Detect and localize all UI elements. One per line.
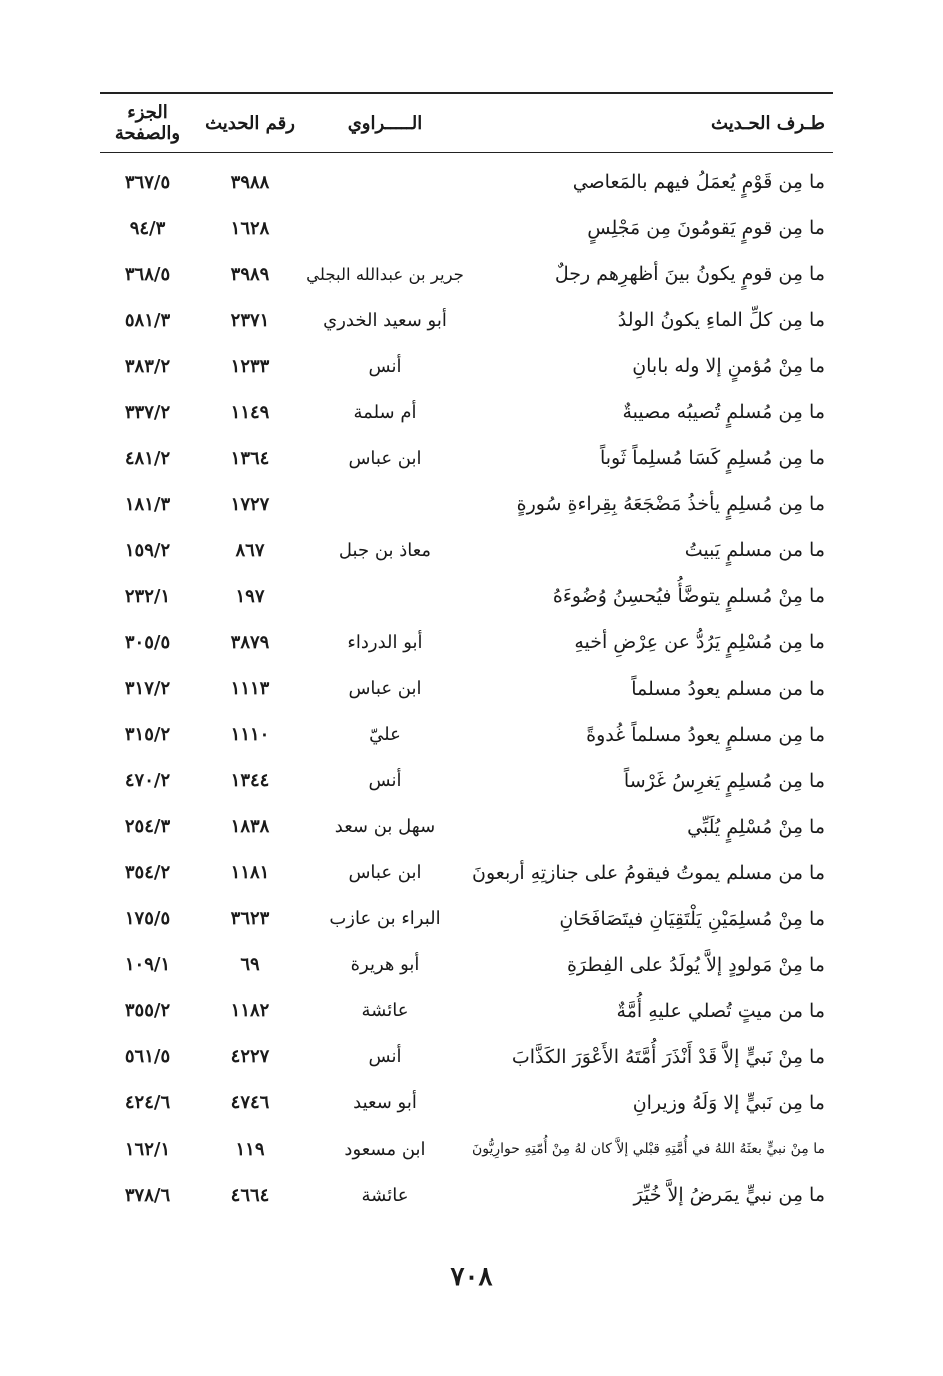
rawi-cell: أبو سعيد الخدري — [323, 309, 447, 331]
volume-page-cell: ١٥٩/٢ — [124, 539, 171, 561]
volume-page-cell: ٩٤/٣ — [129, 217, 166, 239]
volume-page-cell: ٣٥٥/٢ — [124, 1000, 171, 1022]
table-row — [100, 481, 833, 527]
hadith-number-cell: ١١١٣ — [230, 678, 270, 700]
hadith-number-cell: ٨٦٧ — [235, 539, 265, 561]
rawi-cell: أبو سعيد — [353, 1092, 417, 1114]
hadith-number-cell: ٤٦٦٤ — [230, 1184, 270, 1206]
table-row — [100, 712, 833, 758]
hadith-number-cell: ١١١٠ — [230, 724, 270, 746]
volume-page-cell: ٤٧٠/٢ — [124, 770, 171, 792]
volume-page-cell: ٣٦٨/٥ — [124, 263, 171, 285]
table-row — [100, 1126, 833, 1172]
rawi-cell: عائشة — [361, 1000, 409, 1022]
hadith-cell: ما مِن نَبيٍّ إلا وَلَهُ وزيرانِ — [632, 1091, 825, 1114]
hadith-cell: ما مِن مُسلمٍ تُصيبُه مصيبةٌ — [622, 401, 825, 424]
rawi-cell: أنس — [368, 770, 402, 792]
hadith-cell: ما مِنْ مُسلمٍ يتوضَّأُ فيُحسِنُ وُضُوءَهُ — [552, 585, 825, 608]
hadith-cell: ما مِنْ مَولودٍ إلاَّ يُولَدُ على الفِطرَةِ — [566, 953, 825, 976]
hadith-cell: ما مِنْ نَبيٍّ إلاَّ قَدْ أَنْذَرَ أُمَّتَهُ الأَعْوَرَ الكَذَّابَ — [511, 1045, 825, 1068]
hadith-number-cell: ١٩٧ — [235, 585, 265, 607]
rawi-cell: ابن عباس — [348, 447, 422, 469]
rawi-cell: أم سلمة — [353, 401, 417, 423]
hadith-cell: ما مِن نبيٍّ يمَرضُ إلاَّ خُيِّرَ — [633, 1184, 825, 1207]
hadith-number-cell: ١١٩ — [235, 1138, 265, 1160]
volume-page-cell: ١٨١/٣ — [124, 493, 171, 515]
volume-page-cell: ١٠٩/١ — [124, 954, 171, 976]
rawi-cell: جرير بن عبدالله البجلي — [306, 264, 464, 284]
rawi-cell: سهل بن سعد — [334, 816, 436, 838]
hadith-number-cell: ٣٩٨٨ — [230, 171, 270, 193]
hadith-number-cell: ١١٨٢ — [230, 1000, 270, 1022]
table-row — [100, 159, 833, 205]
hadith-number-cell: ١١٨١ — [230, 862, 270, 884]
hadith-cell: ما مِن كلِّ الماءِ يكونُ الولدُ — [617, 309, 825, 332]
table-row — [100, 297, 833, 343]
table-row — [100, 850, 833, 896]
rawi-cell: عائشة — [361, 1184, 409, 1206]
hadith-cell: ما مِن مسلمٍ يعودُ مسلماً غُدوةً — [586, 723, 825, 746]
hadith-number-cell: ١٢٣٣ — [230, 355, 270, 377]
volume-page-cell: ٤٢٤/٦ — [124, 1092, 171, 1114]
hadith-number-cell: ١٨٣٨ — [230, 816, 270, 838]
rawi-cell: البراء بن عازب — [329, 908, 441, 930]
volume-page-cell: ١٧٥/٥ — [124, 908, 171, 930]
rawi-cell: أبو هريرة — [350, 954, 420, 976]
header-volume-page: الجزء والصفحة — [114, 102, 181, 144]
hadith-cell: ما من مسلم يعودُ مسلماً — [631, 677, 825, 700]
rawi-cell: أنس — [368, 355, 402, 377]
rawi-cell: أنس — [368, 1046, 402, 1068]
hadith-number-cell: ٤٧٤٦ — [230, 1092, 270, 1114]
table-row — [100, 619, 833, 665]
table-body — [100, 159, 833, 1218]
table-row — [100, 758, 833, 804]
hadith-cell: ما مِن مُسلِمٍ يَغرِسُ غَرْساً — [623, 769, 825, 792]
hadith-number-cell: ١١٤٩ — [230, 401, 270, 423]
hadith-number-cell: ٤٢٢٧ — [230, 1046, 270, 1068]
index-page — [100, 92, 833, 1218]
rawi-cell: ابن عباس — [348, 678, 422, 700]
rawi-cell: معاذ بن جبل — [338, 539, 432, 561]
hadith-cell: ما مِنْ نبيٍّ بعثَهُ اللهُ في أُمَّتِهِ قبْلي إلاَّ كان لهُ مِنْ أُمّتِهِ حوارِيُّونَ — [471, 1141, 825, 1157]
volume-page-cell: ٣٧٨/٦ — [124, 1184, 171, 1206]
hadith-cell: ما من مسلمٍ يَبيتُ — [684, 539, 825, 562]
header-number: رقم الحديث — [205, 112, 295, 134]
hadith-number-cell: ١٣٤٤ — [230, 770, 270, 792]
hadith-cell: ما مِن قومٍ يكونُ بينَ أظهرِهم رجلٌ — [554, 263, 825, 286]
hadith-cell: ما مِنْ مُؤمنٍ إلا وله بابانِ — [632, 355, 825, 378]
volume-page-cell: ٣٨٣/٢ — [124, 355, 171, 377]
volume-page-cell: ٥٦١/٥ — [124, 1046, 171, 1068]
hadith-cell: ما مِن مُسْلِمٍ يَرُدُّ عن عِرْضِ أخيهِ — [574, 631, 825, 654]
volume-page-cell: ٣٠٥/٥ — [124, 631, 171, 653]
table-row — [100, 1080, 833, 1126]
hadith-number-cell: ١٣٦٤ — [230, 447, 270, 469]
table-header — [100, 92, 833, 153]
volume-page-cell: ٣٣٧/٢ — [124, 401, 171, 423]
table-row — [100, 1172, 833, 1218]
table-row — [100, 666, 833, 712]
table-row — [100, 988, 833, 1034]
volume-page-cell: ٤٨١/٢ — [124, 447, 171, 469]
rawi-cell: ابن مسعود — [344, 1138, 426, 1160]
header-hadith: طـرف الحـديث — [711, 112, 825, 134]
table-row — [100, 527, 833, 573]
hadith-number-cell: ٣٩٨٩ — [230, 263, 270, 285]
hadith-number-cell: ٣٨٧٩ — [230, 631, 270, 653]
table-row — [100, 343, 833, 389]
hadith-cell: ما مِن قَوْمٍ يُعمَلُ فيهم بالمَعاصي — [572, 171, 825, 194]
table-row — [100, 942, 833, 988]
rawi-cell: ابن عباس — [348, 862, 422, 884]
hadith-number-cell: ٦٩ — [240, 954, 260, 976]
hadith-cell: ما مِن قومٍ يَقومُونَ مِن مَجْلِسٍ — [587, 217, 825, 240]
table-row — [100, 896, 833, 942]
hadith-cell: ما مِن مُسلِمٍ يأخذُ مَضْجَعَهُ بِقِراءةِ سُورةٍ — [516, 493, 825, 516]
table-row — [100, 251, 833, 297]
hadith-number-cell: ٢٣٧١ — [230, 309, 270, 331]
hadith-cell: ما مِنْ مُسْلِمٍ يُلَبِّي — [687, 815, 825, 838]
hadith-cell: ما مِن مُسلِمٍ كَسَا مُسلِماً ثَوباً — [599, 447, 825, 470]
volume-page-cell: ٣١٥/٢ — [124, 724, 171, 746]
hadith-cell: ما مِنْ مُسلِمَيْنِ يَلْتَقِيَانِ فيتَصَافَحَانِ — [559, 907, 825, 930]
hadith-cell: ما من مسلم يموتُ فيقومُ على جنازتِهِ أربعونَ — [472, 861, 825, 884]
page-number: ٧٠٨ — [450, 1262, 493, 1292]
volume-page-cell: ٥٨١/٣ — [124, 309, 171, 331]
rawi-cell: أبو الدرداء — [347, 631, 423, 653]
table-row — [100, 1034, 833, 1080]
volume-page-cell: ٢٥٤/٣ — [124, 816, 171, 838]
volume-page-cell: ٢٣٢/١ — [124, 585, 171, 607]
table-row — [100, 804, 833, 850]
volume-page-cell: ٣١٧/٢ — [124, 678, 171, 700]
volume-page-cell: ٣٥٤/٢ — [124, 862, 171, 884]
hadith-number-cell: ١٦٢٨ — [230, 217, 270, 239]
rawi-cell: عليّ — [369, 724, 401, 746]
table-row — [100, 389, 833, 435]
hadith-number-cell: ١٧٢٧ — [230, 493, 270, 515]
volume-page-cell: ٣٦٧/٥ — [124, 171, 171, 193]
table-row — [100, 205, 833, 251]
table-row — [100, 573, 833, 619]
hadith-cell: ما من ميتٍ تُصلي عليهِ أُمَّةٌ — [616, 999, 825, 1022]
header-rawi: الـــــراوي — [347, 112, 423, 134]
hadith-number-cell: ٣٦٢٣ — [230, 908, 270, 930]
table-row — [100, 435, 833, 481]
volume-page-cell: ١٦٢/١ — [124, 1138, 171, 1160]
